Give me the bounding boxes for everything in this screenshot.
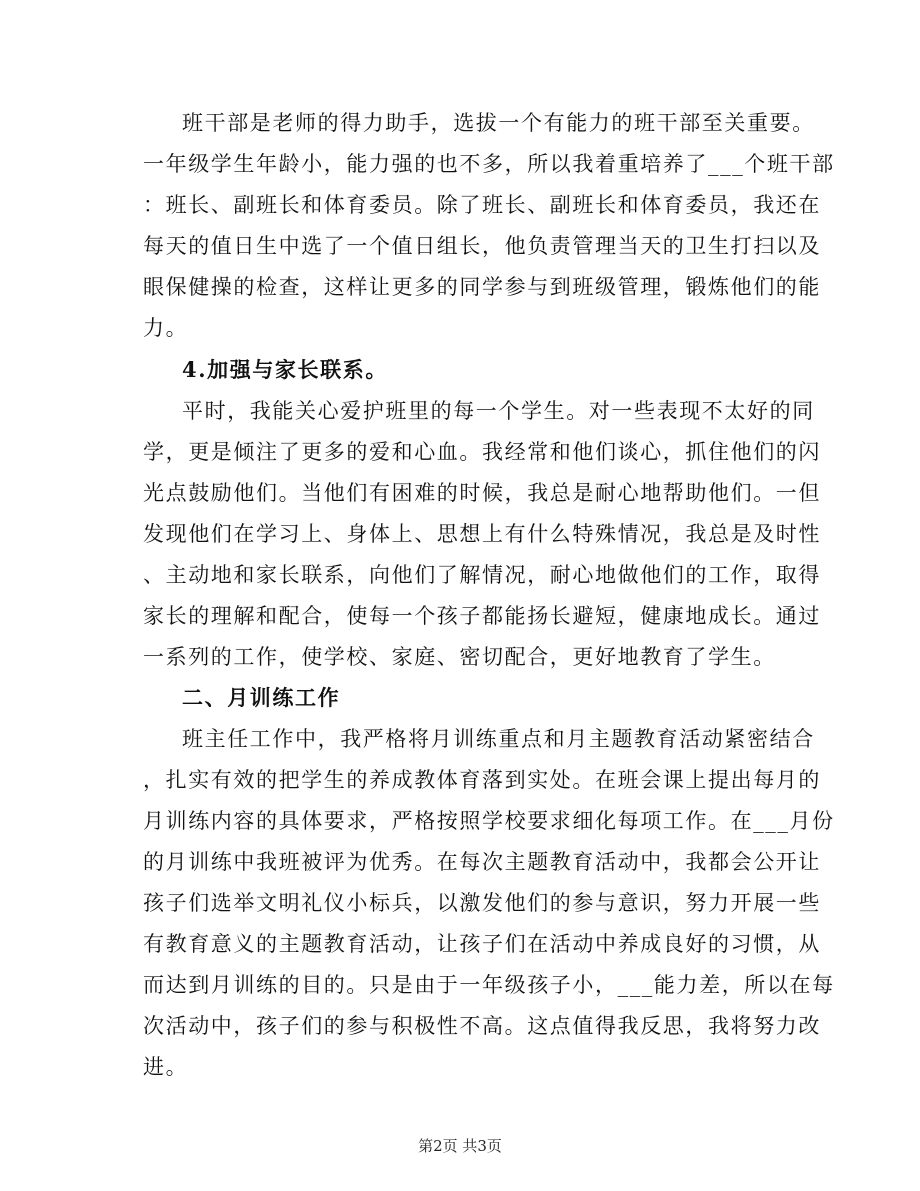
paragraph-line: 平时，我能关心爱护班里的每一个学生。对一些表现不太好的同 (182, 399, 815, 423)
paragraph-line: 有教育意义的主题教育活动，让孩子们在活动中养成良好的习惯，从 (143, 932, 821, 956)
paragraph-line: 每天的值日生中选了一个值日组长，他负责管理当天的卫生打扫以及 (143, 234, 821, 258)
paragraph-line: 学，更是倾注了更多的爱和心血。我经常和他们谈心，抓住他们的闪 (143, 440, 821, 464)
paragraph-line: 进。 (143, 1055, 189, 1079)
paragraph-line: 光点鼓励他们。当他们有困难的时候，我总是耐心地帮助他们。一但 (143, 481, 821, 505)
paragraph-line: ：班长、副班长和体育委员。除了班长、副班长和体育委员，我还在 (143, 193, 821, 217)
paragraph-line: 次活动中，孩子们的参与积极性不高。这点值得我反思，我将努力改 (143, 1014, 821, 1038)
paragraph-line: 班干部是老师的得力助手，选拔一个有能力的班干部至关重要。 (182, 111, 815, 135)
paragraph-line: 月训练内容的具体要求，严格按照学校要求细化每项工作。在___月份 (143, 809, 835, 833)
paragraph-line: ，扎实有效的把学生的养成教体育落到实处。在班会课上提出每月的 (143, 768, 821, 792)
paragraph-line: 一年级学生年龄小，能力强的也不多，所以我着重培养了___个班干部 (143, 152, 835, 176)
paragraph-line: 一系列的工作，使学校、家庭、密切配合，更好地教育了学生。 (143, 645, 776, 669)
paragraph-line: 、主动地和家长联系，向他们了解情况，耐心地做他们的工作，取得 (143, 563, 821, 587)
paragraph-line: 力。 (143, 316, 189, 340)
section-heading: 二、月训练工作 (182, 685, 341, 710)
paragraph-line: 班主任工作中，我严格将月训练重点和月主题教育活动紧密结合 (182, 727, 815, 751)
page-number-footer: 第2页 共3页 (418, 1137, 502, 1155)
paragraph-line: 眼保健操的检查，这样让更多的同学参与到班级管理，锻炼他们的能 (143, 275, 821, 299)
paragraph-line: 而达到月训练的目的。只是由于一年级孩子小，___能力差，所以在每 (143, 973, 835, 997)
section-heading: 4.加强与家长联系。 (182, 357, 388, 382)
paragraph-line: 家长的理解和配合，使每一个孩子都能扬长避短，健康地成长。通过 (143, 604, 821, 628)
paragraph-line: 发现他们在学习上、身体上、思想上有什么特殊情况，我总是及时性 (143, 522, 821, 546)
paragraph-line: 的月训练中我班被评为优秀。在每次主题教育活动中，我都会公开让 (143, 850, 821, 874)
paragraph-line: 孩子们选举文明礼仪小标兵，以激发他们的参与意识，努力开展一些 (143, 891, 821, 915)
